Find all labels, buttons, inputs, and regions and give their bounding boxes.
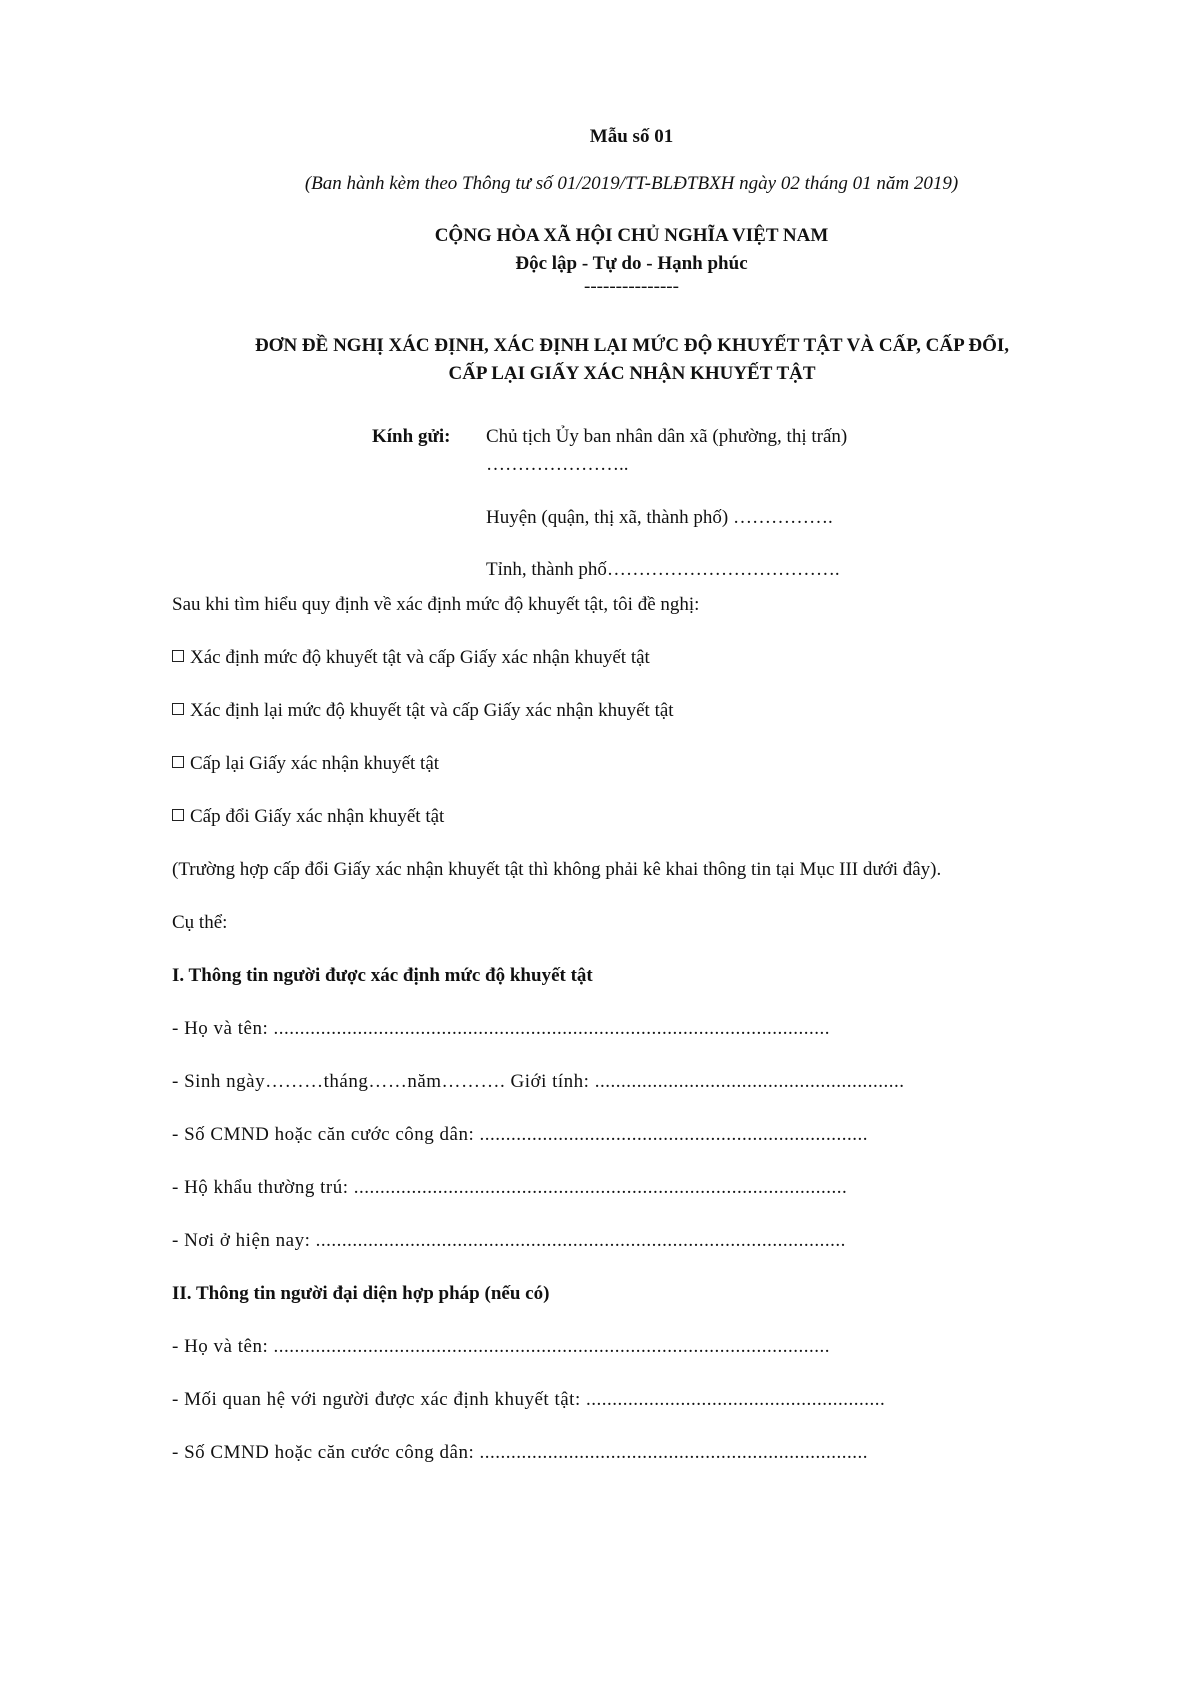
section1-heading: I. Thông tin người được xác định mức độ khuyết tật <box>172 965 593 986</box>
country-name: CỘNG HÒA XÃ HỘI CHỦ NGHĨA VIỆT NAM <box>434 225 829 246</box>
document-title-line1: ĐƠN ĐỀ NGHỊ XÁC ĐỊNH, XÁC ĐỊNH LẠI MỨC ĐỘ KHUYẾT TẬT VÀ CẤP, CẤP ĐỔI, <box>254 335 1010 356</box>
field-birth-gender[interactable]: - Sinh ngày………tháng……năm………. Giới tính: ........................................................... <box>172 1071 905 1092</box>
motto: Độc lập - Tự do - Hạnh phúc <box>515 253 748 274</box>
recipient-commune: Chủ tịch Ủy ban nhân dân xã (phường, thị trấn) <box>486 426 848 447</box>
field-rep-full-name[interactable]: - Họ và tên: .......................................................................................................... <box>172 1336 830 1357</box>
specific-label: Cụ thể: <box>172 912 228 933</box>
field-permanent-residence[interactable]: - Hộ khẩu thường trú: .............................................................................................. <box>172 1177 848 1198</box>
section2-heading: II. Thông tin người đại diện hợp pháp (nếu có) <box>172 1283 550 1304</box>
header-separator: --------------- <box>584 276 679 297</box>
recipient-province: Tỉnh, thành phố………………………………. <box>486 559 840 580</box>
checkbox-icon[interactable] <box>172 650 184 662</box>
option-label: Cấp lại Giấy xác nhận khuyết tật <box>190 753 440 774</box>
option-label: Xác định lại mức độ khuyết tật và cấp Giấy xác nhận khuyết tật <box>190 700 674 721</box>
field-rep-id-number[interactable]: - Số CMND hoặc căn cước công dân: .......................................................................... <box>172 1442 868 1463</box>
option-determine[interactable] <box>172 647 650 669</box>
checkbox-icon[interactable] <box>172 703 184 715</box>
recipient-commune-dots: ………………….. <box>486 454 629 475</box>
option-redetermine[interactable] <box>172 700 674 722</box>
field-full-name[interactable]: - Họ và tên: .......................................................................................................... <box>172 1018 830 1039</box>
checkbox-icon[interactable] <box>172 809 184 821</box>
form-number: Mẫu số 01 <box>589 126 674 147</box>
document-title-line2: CẤP LẠI GIẤY XÁC NHẬN KHUYẾT TẬT <box>448 363 816 384</box>
option-label: Cấp đổi Giấy xác nhận khuyết tật <box>190 806 445 827</box>
field-id-number[interactable]: - Số CMND hoặc căn cước công dân: .......................................................................... <box>172 1124 868 1145</box>
option-label: Xác định mức độ khuyết tật và cấp Giấy xác nhận khuyết tật <box>190 647 650 668</box>
issued-note: (Ban hành kèm theo Thông tư số 01/2019/TT-BLĐTBXH ngày 02 tháng 01 năm 2019) <box>304 173 959 194</box>
checkbox-icon[interactable] <box>172 756 184 768</box>
intro-text: Sau khi tìm hiểu quy định về xác định mức độ khuyết tật, tôi đề nghị: <box>172 594 700 615</box>
field-current-address[interactable]: - Nơi ở hiện nay: ..................................................................................................... <box>172 1230 846 1251</box>
recipient-district: Huyện (quận, thị xã, thành phố) ……………. <box>486 507 833 528</box>
recipient-label: Kính gửi: <box>372 426 451 447</box>
field-rep-relationship[interactable]: - Mối quan hệ với người được xác định khuyết tật: ......................................................... <box>172 1389 886 1410</box>
option-reissue[interactable] <box>172 753 439 775</box>
option-exchange[interactable] <box>172 806 444 828</box>
exchange-note: (Trường hợp cấp đổi Giấy xác nhận khuyết tật thì không phải kê khai thông tin tại Mục III dưới đây). <box>172 859 942 880</box>
